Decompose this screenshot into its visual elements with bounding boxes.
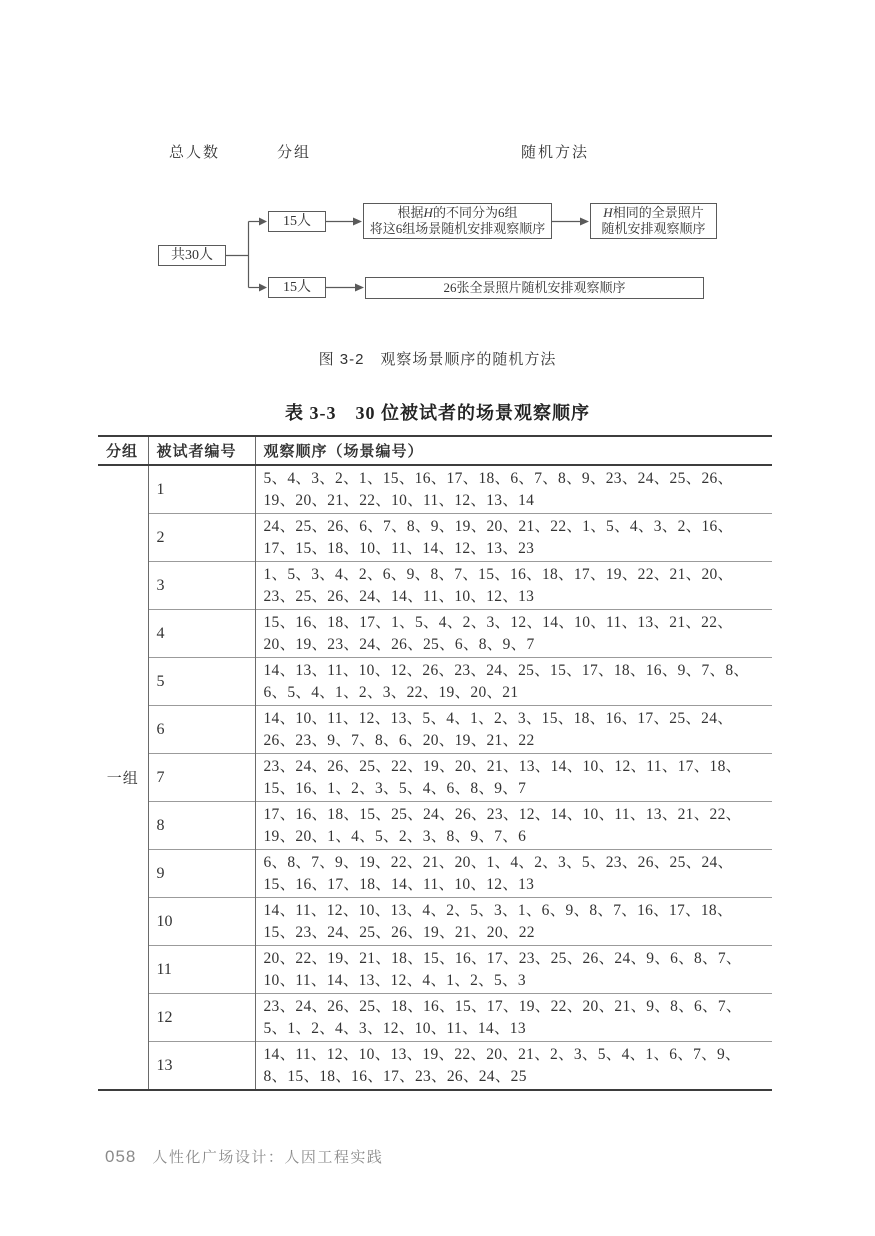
figure-caption: 图 3-2 观察场景顺序的随机方法: [318, 351, 557, 368]
table-row: [98, 1042, 772, 1091]
sequence-cell: 17、16、18、15、25、24、26、23、12、14、10、11、13、21、22、19、20、1、4、5、2、3、8、9、7、6: [255, 802, 772, 850]
node-text: 的不同分为6组: [432, 205, 518, 220]
sequence-cell: 14、11、12、10、13、4、2、5、3、1、6、9、8、7、16、17、18、15、23、24、25、26、19、21、20、22: [255, 898, 772, 946]
table-header: [98, 436, 772, 465]
sequence-cell: 14、10、11、12、13、5、4、1、2、3、15、18、16、17、25、24、26、23、9、7、8、6、20、19、21、22: [255, 706, 772, 754]
subject-id-cell: 3: [148, 562, 255, 610]
subject-id-cell: 13: [148, 1042, 255, 1091]
node-method-same-h-line2: 随机安排观察顺序: [601, 221, 706, 236]
node-method-grouped-line1: [398, 205, 518, 221]
table-header-row: [98, 436, 772, 465]
node-method-grouped-line2: 将这6组场景随机安排观察顺序: [369, 221, 546, 236]
table-row: [98, 898, 772, 946]
sequence-cell: 20、22、19、21、18、15、16、17、23、25、26、24、9、6、8、7、10、11、14、13、12、4、1、2、5、3: [255, 946, 772, 994]
table-row: [98, 754, 772, 802]
page-footer: [105, 1146, 383, 1167]
node-group-bottom-15: 15人: [268, 277, 326, 298]
table-title: 表 3-3 30 位被试者的场景观察顺序: [285, 403, 590, 423]
sequence-cell: 14、11、12、10、13、19、22、20、21、2、3、5、4、1、6、7、9、8、15、18、16、17、23、26、24、25: [255, 1042, 772, 1091]
subject-id-cell: 12: [148, 994, 255, 1042]
diagram-column-label-grouping: 分组: [277, 145, 312, 161]
subject-id-cell: 8: [148, 802, 255, 850]
sequence-cell: 23、24、26、25、22、19、20、21、13、14、10、12、11、17、18、15、16、1、2、3、5、4、6、8、9、7: [255, 754, 772, 802]
diagram-column-label-total: 总人数: [169, 145, 221, 161]
sequence-cell: 6、8、7、9、19、22、21、20、1、4、2、3、5、23、26、25、24、15、16、17、18、14、11、10、12、13: [255, 850, 772, 898]
node-method-grouped-by-h: [363, 203, 552, 239]
observation-order-table: [98, 435, 772, 1091]
table-row: [98, 610, 772, 658]
node-text: 相同的全景照片: [612, 205, 704, 220]
node-text: 根据: [397, 205, 424, 220]
figure-3-2-diagram: [0, 0, 875, 330]
subject-id-cell: 9: [148, 850, 255, 898]
node-method-random-26: 26张全景照片随机安排观察顺序: [365, 277, 704, 299]
subject-id-cell: 5: [148, 658, 255, 706]
subject-id-cell: 1: [148, 465, 255, 514]
col-header-subject-id: 被试者编号: [148, 436, 255, 465]
sequence-cell: 15、16、18、17、1、5、4、2、3、12、14、10、11、13、21、22、20、19、23、24、26、25、6、8、9、7: [255, 610, 772, 658]
diagram-column-label-method: 随机方法: [521, 145, 590, 161]
table-row: [98, 658, 772, 706]
sequence-cell: 24、25、26、6、7、8、9、19、20、21、22、1、5、4、3、2、16、17、15、18、10、11、14、12、13、23: [255, 514, 772, 562]
italic-h: H: [423, 205, 433, 220]
table-row: [98, 706, 772, 754]
table-row: [98, 465, 772, 514]
sequence-cell: 1、5、3、4、2、6、9、8、7、15、16、18、17、19、22、21、20、23、25、26、24、14、11、10、12、13: [255, 562, 772, 610]
subject-id-cell: 7: [148, 754, 255, 802]
subject-id-cell: 2: [148, 514, 255, 562]
col-header-group: 分组: [98, 436, 148, 465]
table-row: [98, 946, 772, 994]
table-row: [98, 994, 772, 1042]
table-body: [98, 465, 772, 1090]
table-row: [98, 562, 772, 610]
sequence-cell: 14、13、11、10、12、26、23、24、25、15、17、18、16、9、7、8、6、5、4、1、2、3、22、19、20、21: [255, 658, 772, 706]
table-row: [98, 802, 772, 850]
node-method-same-h: [590, 203, 717, 239]
subject-id-cell: 4: [148, 610, 255, 658]
book-title: 人性化广场设计：人因工程实践: [152, 1149, 384, 1166]
subject-id-cell: 6: [148, 706, 255, 754]
group-label-cell: 一组: [98, 465, 148, 1090]
node-total-30: 共30人: [158, 245, 226, 266]
italic-h: H: [603, 205, 613, 220]
node-group-top-15: 15人: [268, 211, 326, 232]
sequence-cell: 5、4、3、2、1、15、16、17、18、6、7、8、9、23、24、25、26、19、20、21、22、10、11、12、13、14: [263, 470, 734, 509]
col-header-observation-order: 观察顺序（场景编号）: [255, 436, 772, 465]
table-row: [98, 850, 772, 898]
page-number: 058: [105, 1147, 137, 1166]
subject-id-cell: 11: [148, 946, 255, 994]
table-row: [98, 514, 772, 562]
subject-id-cell: 10: [148, 898, 255, 946]
node-method-same-h-line1: [603, 205, 703, 221]
sequence-cell: 23、24、26、25、18、16、15、17、19、22、20、21、9、8、6、7、5、1、2、4、3、12、10、11、14、13: [255, 994, 772, 1042]
